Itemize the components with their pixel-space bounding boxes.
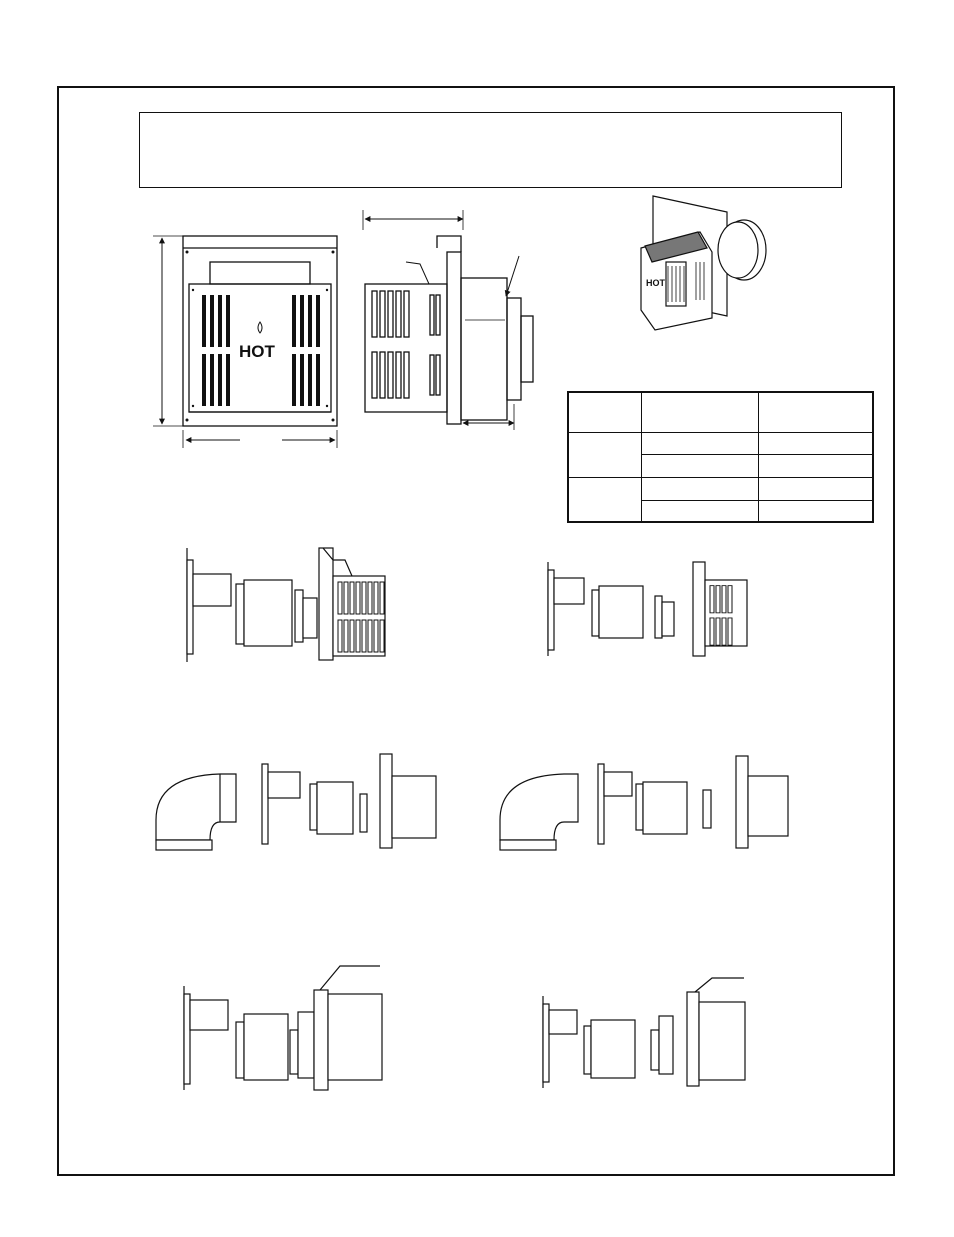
isometric-view-drawing: [641, 196, 766, 330]
assembly-drawing-5: [184, 966, 382, 1090]
hot-label-front: HOT: [239, 342, 275, 361]
side-view-drawing: [363, 210, 533, 430]
assembly-drawing-6: [543, 978, 745, 1088]
assembly-drawing-4: [500, 756, 788, 850]
assembly-drawing-2: [548, 562, 747, 656]
hot-label-iso: HOT: [646, 278, 665, 288]
assembly-drawing-3: [156, 754, 436, 850]
assembly-drawing-1: [187, 548, 385, 662]
